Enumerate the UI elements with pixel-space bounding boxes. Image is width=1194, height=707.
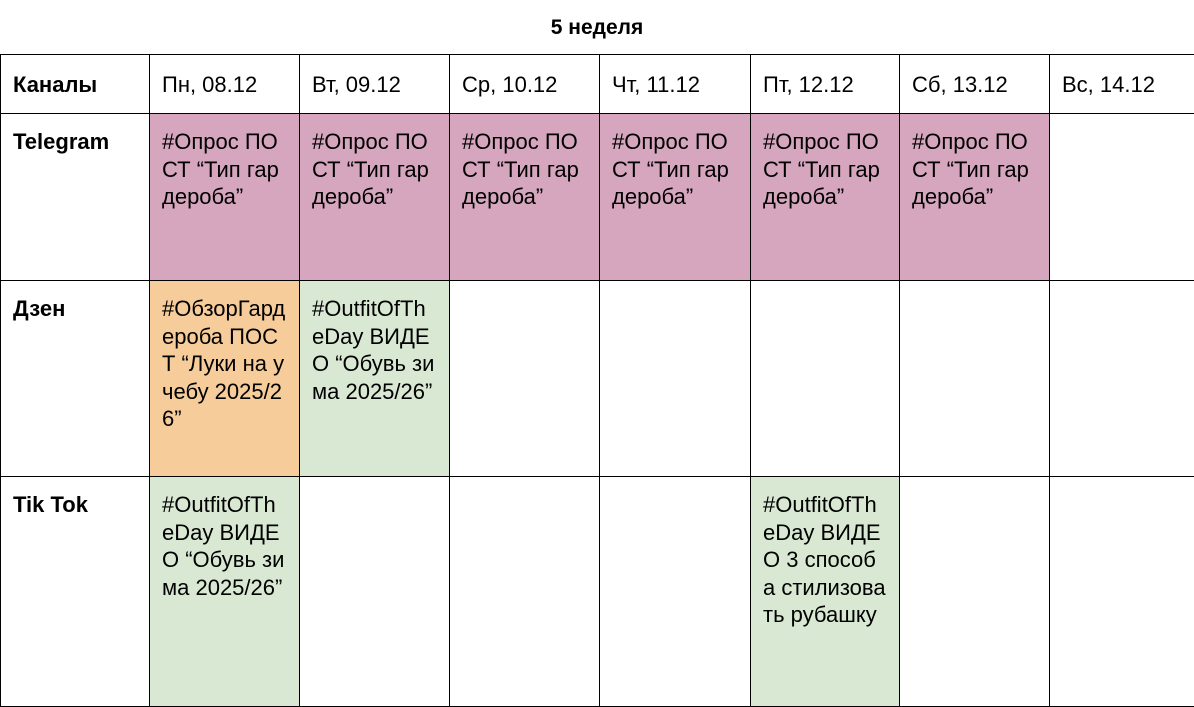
schedule-cell-empty[interactable] bbox=[300, 477, 450, 707]
schedule-cell[interactable]: #OutfitOfTheDay ВИДЕО 3 способа стилизовать рубашку bbox=[751, 477, 900, 707]
week-title: 5 неделя bbox=[0, 14, 1194, 42]
channel-cell-telegram[interactable]: Telegram bbox=[1, 114, 150, 281]
schedule-cell[interactable]: #Опрос ПОСТ “Тип гардероба” bbox=[450, 114, 600, 281]
table-row-tiktok bbox=[1, 477, 1194, 707]
schedule-cell[interactable]: #ОбзорГардероба ПОСТ “Луки на учебу 2025/26” bbox=[150, 281, 300, 477]
schedule-cell-empty[interactable] bbox=[1050, 477, 1194, 707]
schedule-cell-empty[interactable] bbox=[450, 281, 600, 477]
schedule-cell[interactable]: #OutfitOfTheDay ВИДЕО “Обувь зима 2025/26” bbox=[150, 477, 300, 707]
schedule-cell-empty[interactable] bbox=[600, 281, 751, 477]
schedule-cell-empty[interactable] bbox=[1050, 281, 1194, 477]
schedule-cell[interactable]: #Опрос ПОСТ “Тип гардероба” bbox=[751, 114, 900, 281]
schedule-cell-empty[interactable] bbox=[751, 281, 900, 477]
schedule-cell[interactable]: #OutfitOfTheDay ВИДЕО “Обувь зима 2025/26” bbox=[300, 281, 450, 477]
schedule-cell-empty[interactable] bbox=[900, 281, 1050, 477]
day-header-fri[interactable]: Пт, 12.12 bbox=[751, 55, 900, 114]
schedule-cell[interactable]: #Опрос ПОСТ “Тип гардероба” bbox=[300, 114, 450, 281]
day-header-sun[interactable]: Вс, 14.12 bbox=[1050, 55, 1194, 114]
schedule-cell[interactable]: #Опрос ПОСТ “Тип гардероба” bbox=[900, 114, 1050, 281]
channel-cell-tiktok[interactable]: Tik Tok bbox=[1, 477, 150, 707]
day-header-wed[interactable]: Ср, 10.12 bbox=[450, 55, 600, 114]
schedule-cell-empty[interactable] bbox=[600, 477, 751, 707]
header-row bbox=[1, 55, 1194, 114]
schedule-cell-empty[interactable] bbox=[900, 477, 1050, 707]
schedule-cell[interactable]: #Опрос ПОСТ “Тип гардероба” bbox=[600, 114, 751, 281]
schedule-cell-empty[interactable] bbox=[450, 477, 600, 707]
table-row-telegram bbox=[1, 114, 1194, 281]
schedule-cell[interactable]: #Опрос ПОСТ “Тип гардероба” bbox=[150, 114, 300, 281]
day-header-mon[interactable]: Пн, 08.12 bbox=[150, 55, 300, 114]
channels-header-cell[interactable]: Каналы bbox=[1, 55, 150, 114]
day-header-sat[interactable]: Сб, 13.12 bbox=[900, 55, 1050, 114]
channel-cell-dzen[interactable]: Дзен bbox=[1, 281, 150, 477]
table-row-dzen bbox=[1, 281, 1194, 477]
content-plan-table bbox=[0, 54, 1194, 707]
day-header-thu[interactable]: Чт, 11.12 bbox=[600, 55, 751, 114]
schedule-cell-empty[interactable] bbox=[1050, 114, 1194, 281]
day-header-tue[interactable]: Вт, 09.12 bbox=[300, 55, 450, 114]
